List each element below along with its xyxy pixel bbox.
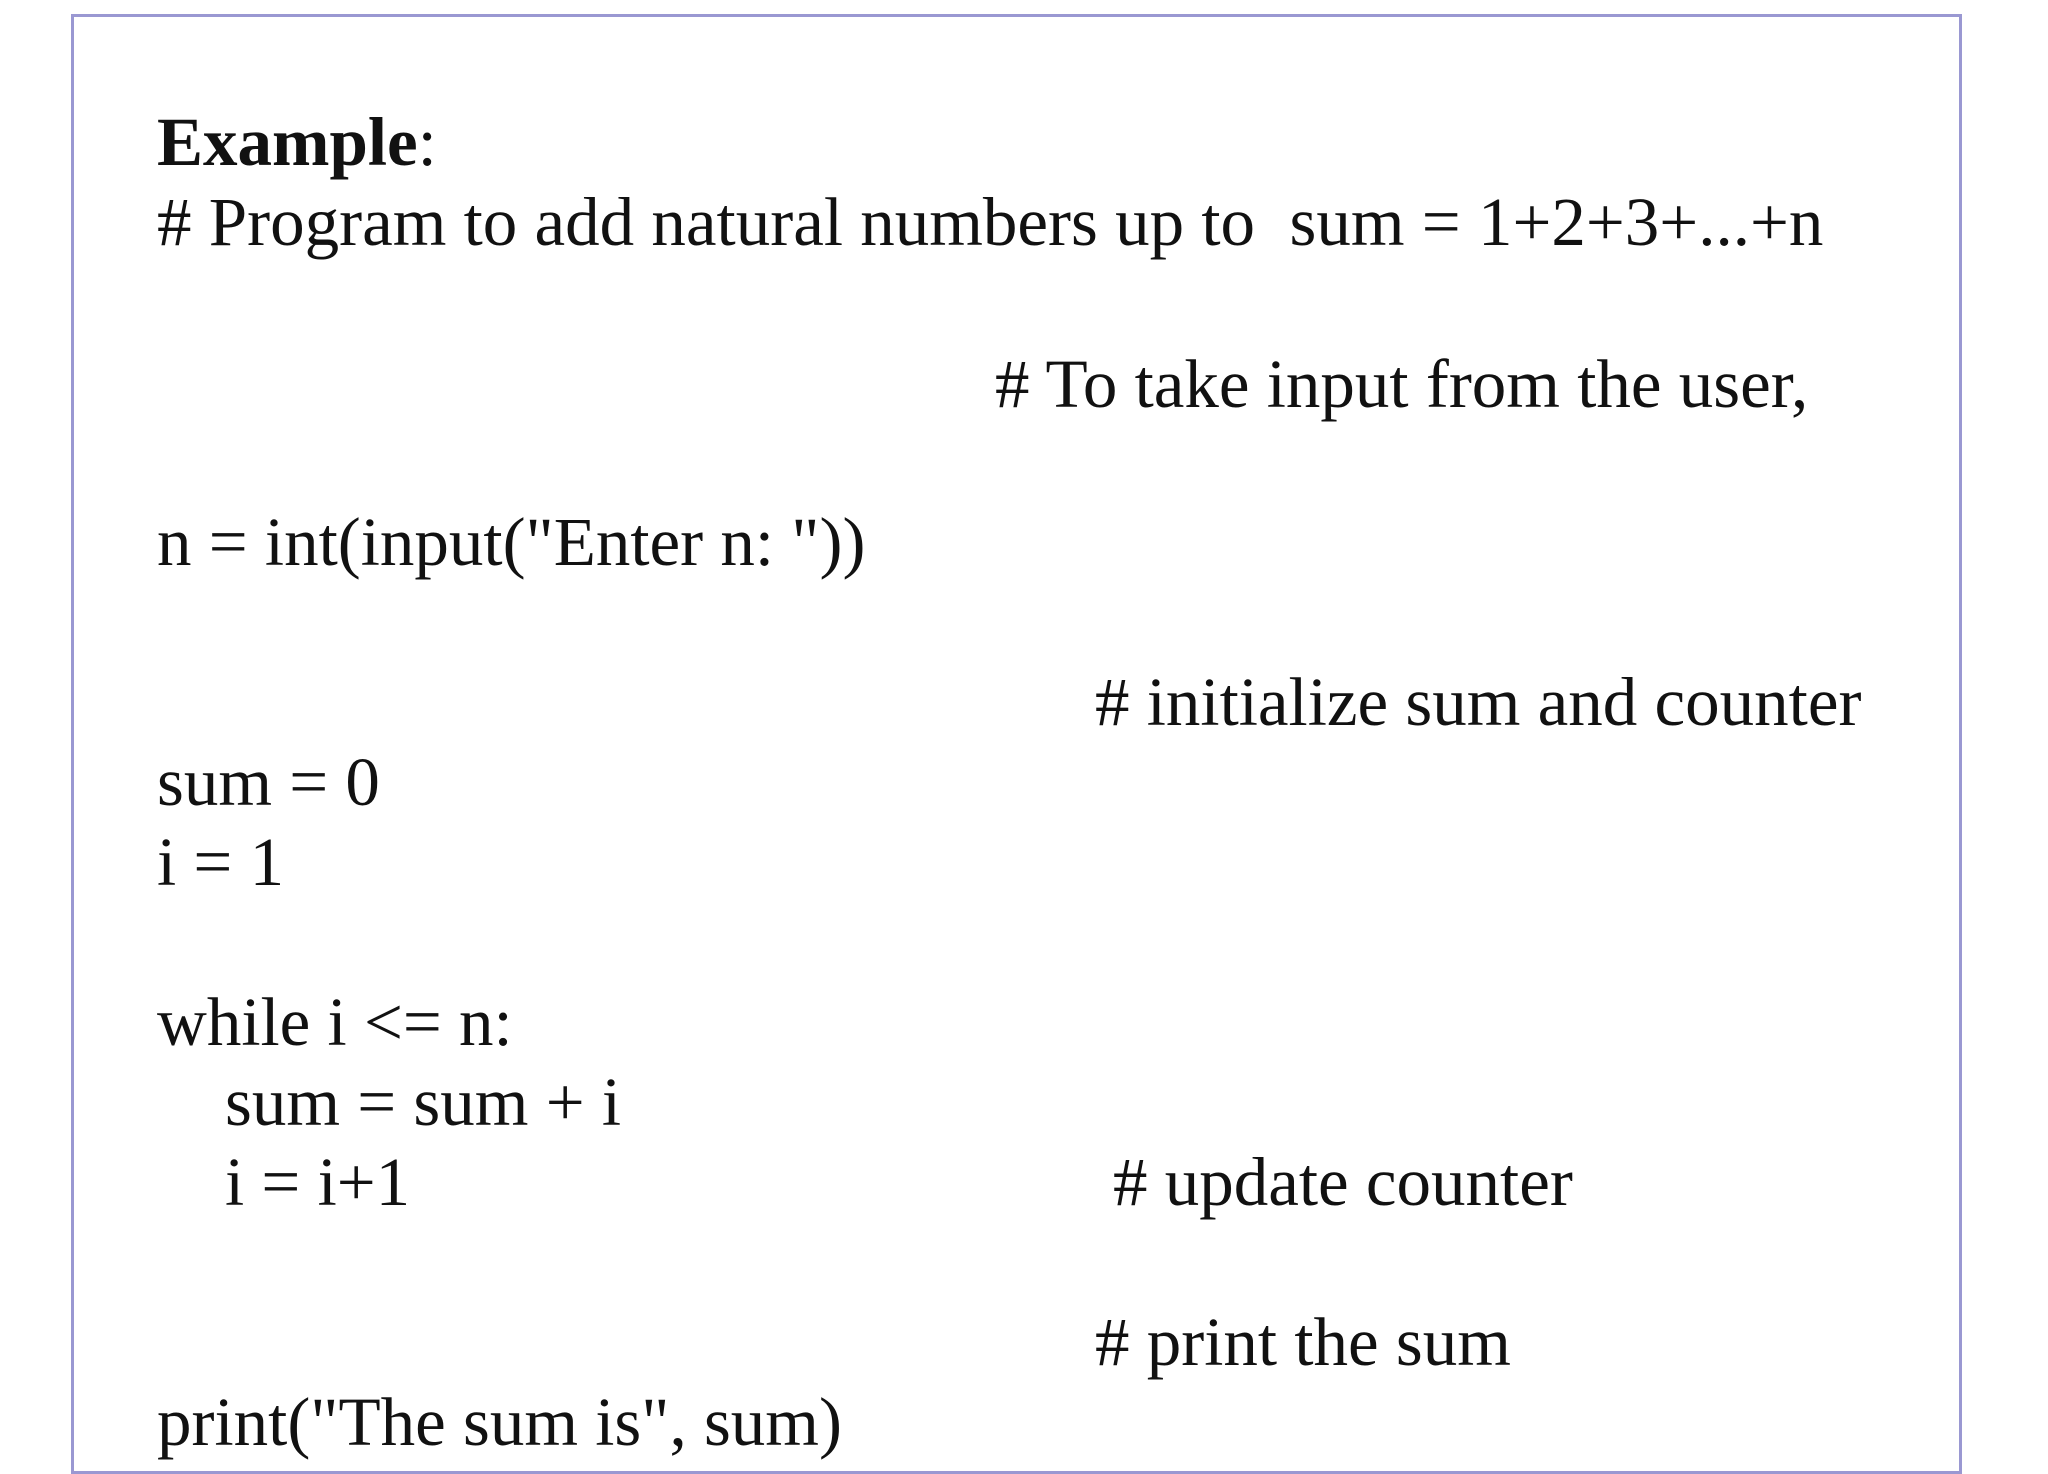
comment-program: # Program to add natural numbers up to sum = 1+2+3+...+n (157, 184, 1824, 260)
code-line-sum-update: sum = sum + i (225, 1064, 622, 1140)
comment-input: # To take input from the user, (995, 346, 1809, 422)
code-line-input: n = int(input("Enter n: ")) (157, 504, 866, 580)
comment-initialize: # initialize sum and counter (1095, 664, 1862, 740)
example-heading (157, 104, 437, 180)
code-line-print: print("The sum is", sum) (157, 1384, 842, 1460)
code-line-while: while i <= n: (157, 984, 513, 1060)
example-heading-colon: : (417, 104, 437, 180)
code-line-i-init: i = 1 (157, 824, 285, 900)
example-heading-label: Example (157, 104, 418, 180)
code-line-sum-init: sum = 0 (157, 744, 380, 820)
code-line-i-update: i = i+1 (225, 1144, 411, 1220)
comment-print: # print the sum (1095, 1304, 1511, 1380)
comment-update: # update counter (1113, 1144, 1573, 1220)
